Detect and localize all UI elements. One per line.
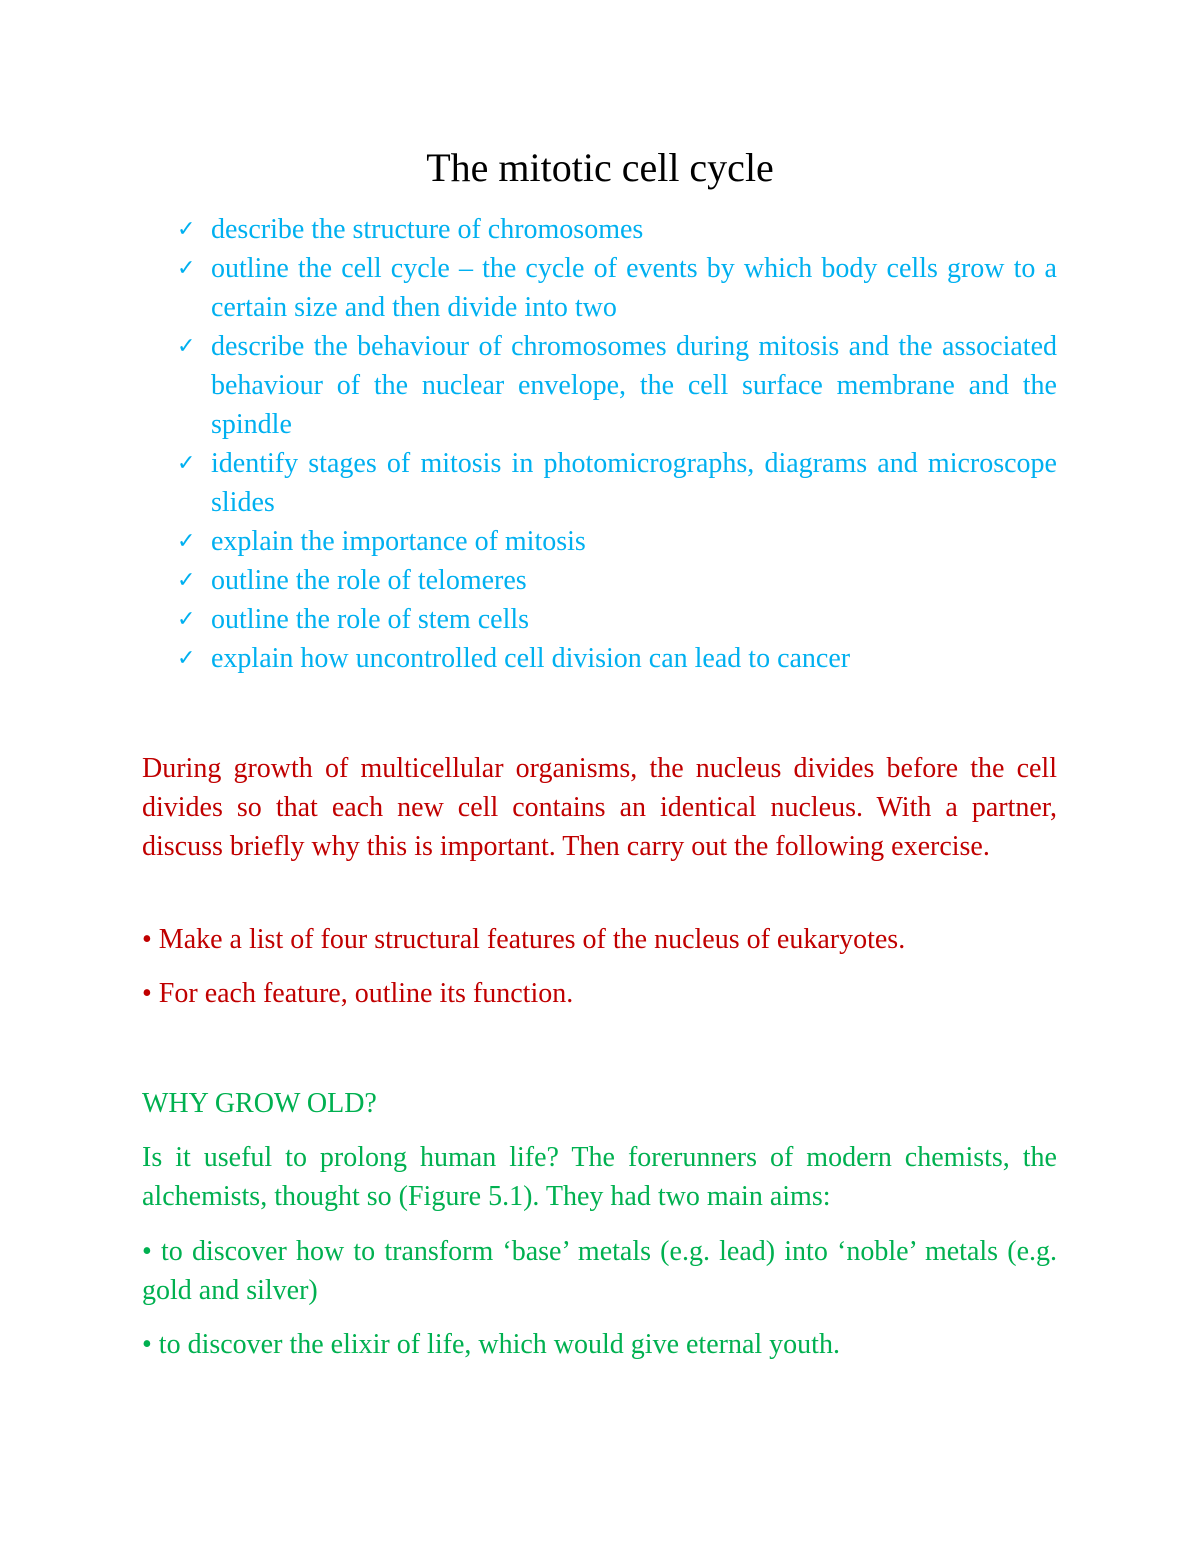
objective-text: outline the role of stem cells <box>211 604 530 635</box>
checkmark-icon: ✓ <box>177 568 196 593</box>
objective-text: explain how uncontrolled cell division can lead to cancer <box>211 643 851 674</box>
discussion-bullet: • For each feature, outline its function. <box>142 978 574 1009</box>
objective-text: identify stages of mitosis in photomicrographs, diagrams and microscope slides <box>211 448 1057 518</box>
discussion-intro: During growth of multicellular organisms, the nucleus divides before the cell divides so that each new cell contains an identical nucleus. With a partner, discuss briefly why this is important. Then carry out the following exercise. <box>142 753 1057 862</box>
objectives-list <box>177 210 1057 678</box>
objective-item <box>177 561 1057 600</box>
objective-text: describe the behaviour of chromosomes during mitosis and the associated behaviour of the nuclear envelope, the cell surface membrane and the spindle <box>211 331 1057 440</box>
objective-item <box>177 249 1057 327</box>
feature-heading: WHY GROW OLD? <box>142 1088 377 1119</box>
objective-item <box>177 522 1057 561</box>
checkmark-icon: ✓ <box>177 451 196 476</box>
feature-intro: Is it useful to prolong human life? The forerunners of modern chemists, the alchemists, thought so (Figure 5.1). They had two main aims: <box>142 1142 1057 1212</box>
discussion-bullet: • Make a list of four structural features of the nucleus of eukaryotes. <box>142 924 906 955</box>
checkmark-icon: ✓ <box>177 217 196 242</box>
objective-text: describe the structure of chromosomes <box>211 214 644 245</box>
objective-text: explain the importance of mitosis <box>211 526 586 557</box>
checkmark-icon: ✓ <box>177 607 196 632</box>
objective-item <box>177 444 1057 522</box>
feature-bullet: • to discover how to transform ‘base’ metals (e.g. lead) into ‘noble’ metals (e.g. gold and silver) <box>142 1236 1057 1306</box>
checkmark-icon: ✓ <box>177 334 196 359</box>
objective-text: outline the cell cycle – the cycle of events by which body cells grow to a certain size and then divide into two <box>211 253 1057 323</box>
objective-item <box>177 639 1057 678</box>
objective-item <box>177 210 1057 249</box>
page-title: The mitotic cell cycle <box>426 145 774 190</box>
objective-item <box>177 327 1057 444</box>
checkmark-icon: ✓ <box>177 529 196 554</box>
checkmark-icon: ✓ <box>177 256 196 281</box>
checkmark-icon: ✓ <box>177 646 196 671</box>
objective-text: outline the role of telomeres <box>211 565 527 596</box>
feature-bullet: • to discover the elixir of life, which would give eternal youth. <box>142 1329 840 1360</box>
objective-item <box>177 600 1057 639</box>
